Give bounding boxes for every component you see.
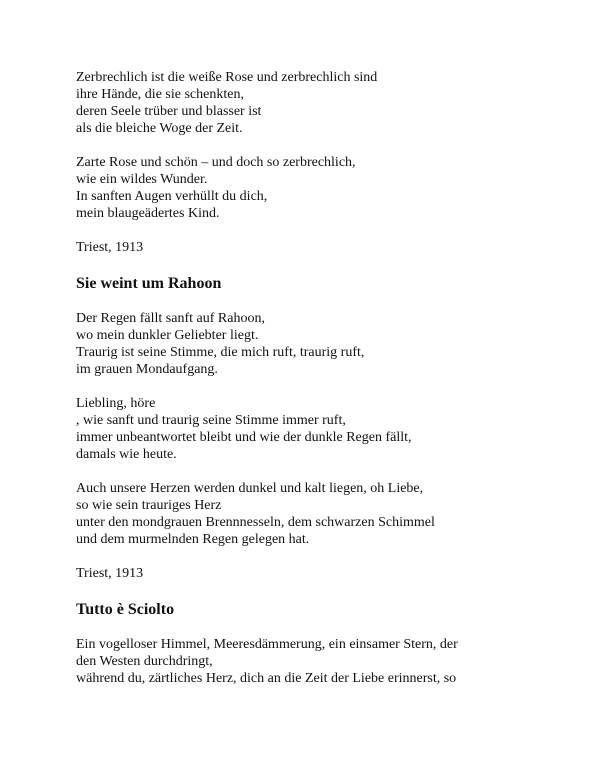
poem-line: Auch unsere Herzen werden dunkel und kalt liegen, oh Liebe,	[76, 481, 424, 496]
poem-line: den Westen durchdringt,	[76, 654, 213, 669]
stanza	[76, 480, 536, 548]
poem-line: damals wie heute.	[76, 447, 177, 462]
poem-line: als die bleiche Woge der Zeit.	[76, 121, 243, 136]
poem-line: Zerbrechlich ist die weiße Rose und zerbrechlich sind	[76, 70, 378, 85]
poem-line: ihre Hände, die sie schenkten,	[76, 87, 244, 102]
poem-place-date: Triest, 1913	[76, 566, 144, 581]
stanza	[76, 395, 536, 463]
poem-line: Liebling, höre	[76, 396, 156, 411]
poem-line: mein blaugeädertes Kind.	[76, 206, 220, 221]
stanza	[76, 69, 536, 137]
poem-line: unter den mondgrauen Brennnesseln, dem schwarzen Schimmel	[76, 515, 435, 530]
poem-line: und dem murmelnden Regen gelegen hat.	[76, 532, 310, 547]
poem-place-date: Triest, 1913	[76, 240, 144, 255]
poem-line: Zarte Rose und schön – und doch so zerbrechlich,	[76, 155, 356, 170]
poem-line: im grauen Mondaufgang.	[76, 362, 218, 377]
poem-line: In sanften Augen verhüllt du dich,	[76, 189, 268, 204]
poem-title: Sie weint um Rahoon	[76, 275, 222, 292]
poem-line: immer unbeantwortet bleibt und wie der dunkle Regen fällt,	[76, 430, 412, 445]
stanza	[76, 636, 536, 687]
page-content	[76, 69, 536, 704]
poem-line: während du, zärtliches Herz, dich an die Zeit der Liebe erinnerst, so	[76, 671, 457, 686]
poem-line: Traurig ist seine Stimme, die mich ruft, traurig ruft,	[76, 345, 365, 360]
poem-title: Tutto è Sciolto	[76, 601, 175, 618]
poem-line: Ein vogelloser Himmel, Meeresdämmerung, ein einsamer Stern, der	[76, 637, 458, 652]
stanza	[76, 310, 536, 378]
stanza	[76, 154, 536, 222]
poem-line: wo mein dunkler Geliebter liegt.	[76, 328, 259, 343]
poem-line: so wie sein trauriges Herz	[76, 498, 222, 513]
poem-line: wie ein wildes Wunder.	[76, 172, 208, 187]
poem-line: deren Seele trüber und blasser ist	[76, 104, 262, 119]
poem-line: , wie sanft und traurig seine Stimme immer ruft,	[76, 413, 346, 428]
poem-line: Der Regen fällt sanft auf Rahoon,	[76, 311, 265, 326]
